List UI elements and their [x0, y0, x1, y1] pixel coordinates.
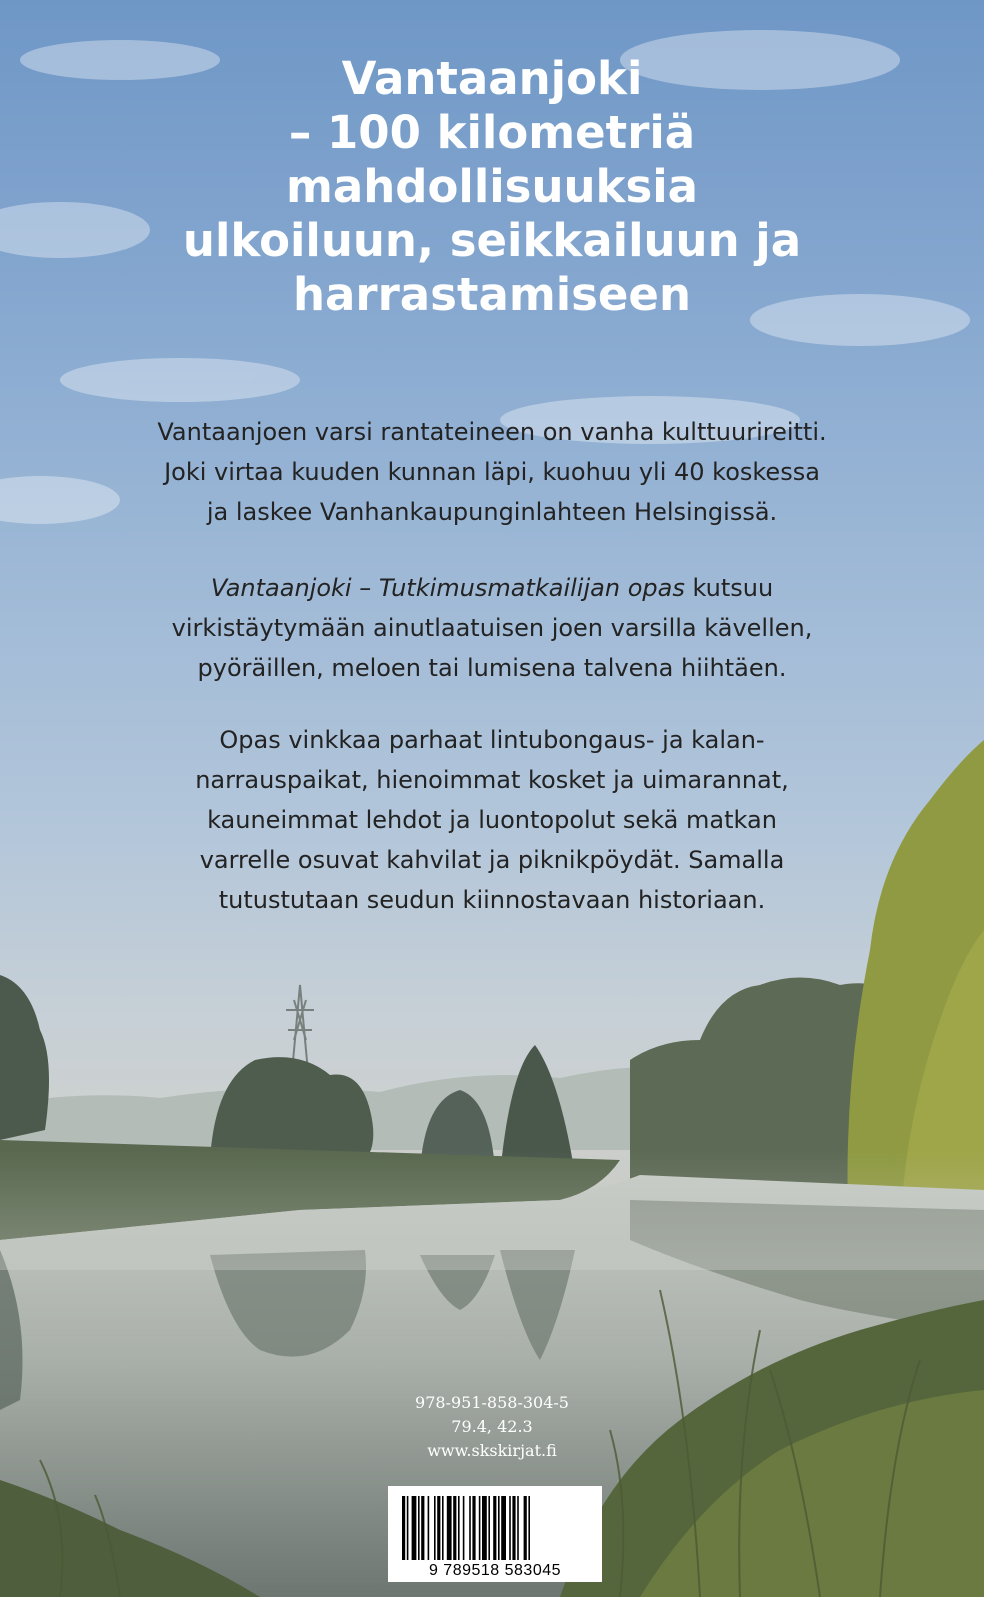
- blurb-line: Opas vinkkaa parhaat lintubongaus- ja kalan-: [219, 726, 765, 754]
- barcode-bar: [528, 1496, 530, 1560]
- barcode-bar: [412, 1496, 417, 1560]
- barcode-bar: [421, 1496, 424, 1560]
- publication-info: [0, 1391, 984, 1463]
- isbn-barcode: [388, 1486, 602, 1582]
- left-trees: [0, 975, 49, 1140]
- barcode-bar: [493, 1496, 496, 1560]
- barcode-bar: [407, 1496, 409, 1560]
- barcode-bar: [524, 1496, 527, 1560]
- blurb-line: Vantaanjoen varsi rantateineen on vanha kulttuurireitti.: [157, 418, 827, 446]
- barcode-bar: [442, 1496, 444, 1560]
- blurb-line-with-title: [0, 568, 984, 608]
- blurb-paragraph-3: [0, 720, 984, 920]
- blurb-line: pyöräillen, meloen tai lumisena talvena hiihtäen.: [197, 654, 787, 682]
- blurb-line: Joki virtaa kuuden kunnan läpi, kuohuu yli 40 koskessa: [164, 458, 820, 486]
- blurb-line: kauneimmat lehdot ja luontopolut sekä matkan: [207, 806, 777, 834]
- blurb-line: tutustutaan seudun kiinnostavaan historiaan.: [218, 886, 766, 914]
- barcode-number: 9 789518 583045: [388, 1562, 602, 1580]
- barcode-bar: [428, 1496, 430, 1560]
- blurb-line: ja laskee Vanhankaupunginlahteen Helsingissä.: [206, 498, 778, 526]
- classification: 79.4, 42.3: [451, 1417, 533, 1436]
- barcode-bar: [437, 1496, 440, 1560]
- barcode-bar: [488, 1496, 490, 1560]
- barcode-bar: [463, 1496, 465, 1560]
- blurb-line-rest: kutsuu: [684, 574, 774, 602]
- blurb-paragraph-1: [0, 412, 984, 532]
- barcode-bar: [434, 1496, 436, 1560]
- blurb-line: varrelle osuvat kahvilat ja piknikpöydät. Samalla: [199, 846, 785, 874]
- barcode-bar: [498, 1496, 500, 1560]
- headline-line: ulkoiluun, seikkailuun ja: [182, 214, 802, 267]
- barcode-bar: [469, 1496, 471, 1560]
- blurb-line: narrauspaikat, hienoimmat kosket ja uimarannat,: [195, 766, 789, 794]
- barcode-bar: [517, 1496, 519, 1560]
- barcode-bar: [418, 1496, 420, 1560]
- barcode-bar: [402, 1496, 405, 1560]
- barcode-bar: [512, 1496, 515, 1560]
- barcode-bar: [501, 1496, 506, 1560]
- barcode-bar: [453, 1496, 456, 1560]
- book-title-italic: Vantaanjoki – Tutkimusmatkailijan opas: [210, 574, 685, 602]
- blurb-line: virkistäytymään ainutlaatuisen joen varsilla kävellen,: [171, 614, 813, 642]
- barcode-bar: [472, 1496, 475, 1560]
- publisher-website: www.skskirjat.fi: [427, 1441, 557, 1460]
- barcode-bar: [447, 1496, 452, 1560]
- barcode-bar: [458, 1496, 460, 1560]
- headline-line: – 100 kilometriä: [288, 106, 696, 159]
- headline-line: mahdollisuuksia: [285, 160, 699, 213]
- blurb-paragraph-2: [0, 568, 984, 688]
- headline-line: harrastamiseen: [293, 268, 691, 321]
- isbn: 978-951-858-304-5: [415, 1393, 569, 1412]
- barcode-bar: [479, 1496, 481, 1560]
- headline-line: Vantaanjoki: [341, 52, 643, 105]
- barcode-bar: [482, 1496, 487, 1560]
- barcode-bar: [509, 1496, 511, 1560]
- cover-headline: [0, 52, 984, 322]
